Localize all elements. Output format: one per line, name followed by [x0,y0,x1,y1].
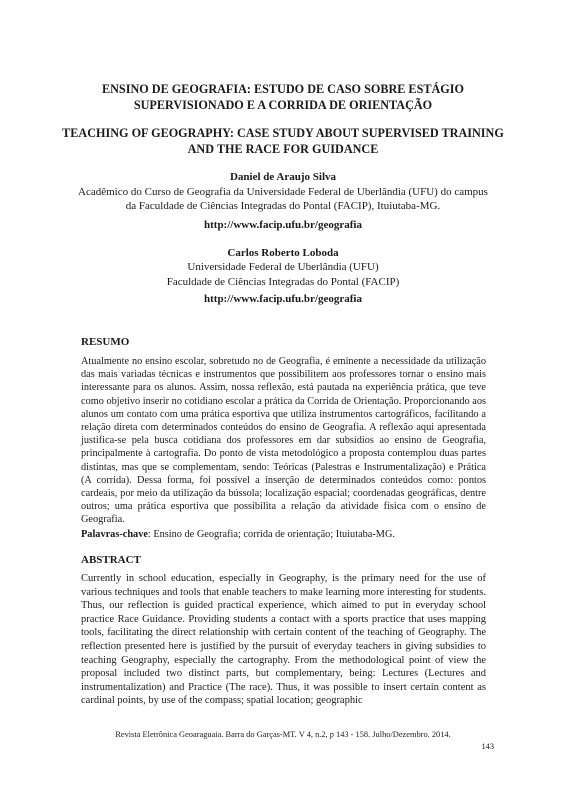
author2-affiliation-line1: Universidade Federal de Uberlândia (UFU) [187,261,379,273]
resumo-heading: RESUMO [81,336,130,348]
page-number: 143 [481,742,494,751]
author2-url[interactable]: http://www.facip.ufu.br/geografia [204,293,362,305]
journal-footer: Revista Eletrônica Geoaraguaia. Barra do Garças-MT. V 4, n.2, p 143 - 158. Julho/Dezembro. 2014. [115,730,451,739]
title-portuguese: ENSINO DE GEOGRAFIA: ESTUDO DE CASO SOBRE ESTÁGIO SUPERVISIONADO E A CORRIDA DE ORIENTAÇÃO [102,82,464,112]
title-english: TEACHING OF GEOGRAPHY: CASE STUDY ABOUT SUPERVISED TRAINING AND THE RACE FOR GUIDANCE [62,126,504,156]
resumo-text: Atualmente no ensino escolar, sobretudo no de Geografia, é eminente a necessidade da utilização das mais variadas técnicas e instrumentos que possibilitem aos professores tornar o ensino mais interessante para os alunos. Assim, nossa reflexão, está pautada na experiência prática, que teve como objetivo inserir no cotidiano escolar a prática da Corrida de Orientação. Proporcionando aos alunos um contato com uma prática esportiva que utiliza instrumentos cartográficos, facilitando a relação direta com determinados conteúdos do ensino de Geografia. A reflexão aqui apresentada justifica-se pela busca cotidiana dos professores em dar subsídios ao ensino de Geografia, principalmente à cartografia. Do ponto de vista metodológico a proposta contemplou duas partes distintas, mas que se complementam, sendo: Teóricas (Palestras e Instrumentalização) e Prática (A corrida). Dessa forma, foi possível a inserção de determinados conteúdos como: pontos cardeais, por meio da utilização da bússola; localização espacial; coordenadas geográficas, dentre outros; uma prática esportiva que possibilita a relação da atividade física com o ensino de Geografia. [81,356,486,526]
author1-affiliation: Acadêmico do Curso de Geografia da Universidade Federal de Uberlândia (UFU) do campus da Faculdade de Ciências Integradas do Pontal (FACIP), Ituiutaba-MG. [78,186,488,212]
author2-name: Carlos Roberto Loboda [227,247,339,259]
abstract-text: Currently in school education, especially in Geography, is the primary need for the use of various techniques and tools that enable teachers to make learning more interesting for students. Thus, our reflection is guided practical experience, which aimed to put in everyday school practice Race Guidance. Providing students a contact with a sports practice that uses mapping tools, facilitating the direct relationship with certain content of the teaching of Geography. The reflection presented here is justified by the pursuit of everyday teachers in giving subsidies to teaching Geography, especially the cartography. From the methodological point of view the proposal included two distinct parts, but complementary, being: Lectures (Lectures and instrumentalization) and Practice (The race). Thus, it was possible to insert certain content as cardinal points, by use of the compass; spatial location; geographic [81,573,486,707]
keywords-value: : Ensino de Geografia; corrida de orientação; Ituiutaba-MG. [147,529,395,540]
author2-affiliation-line2: Faculdade de Ciências Integradas do Pontal (FACIP) [166,276,400,288]
author1-name: Daniel de Araujo Silva [229,171,337,183]
author1-url[interactable]: http://www.facip.ufu.br/geografia [204,219,362,231]
resumo-keywords [81,528,486,541]
abstract-heading: ABSTRACT [81,554,141,566]
keywords-label: Palavras-chave [81,529,148,540]
